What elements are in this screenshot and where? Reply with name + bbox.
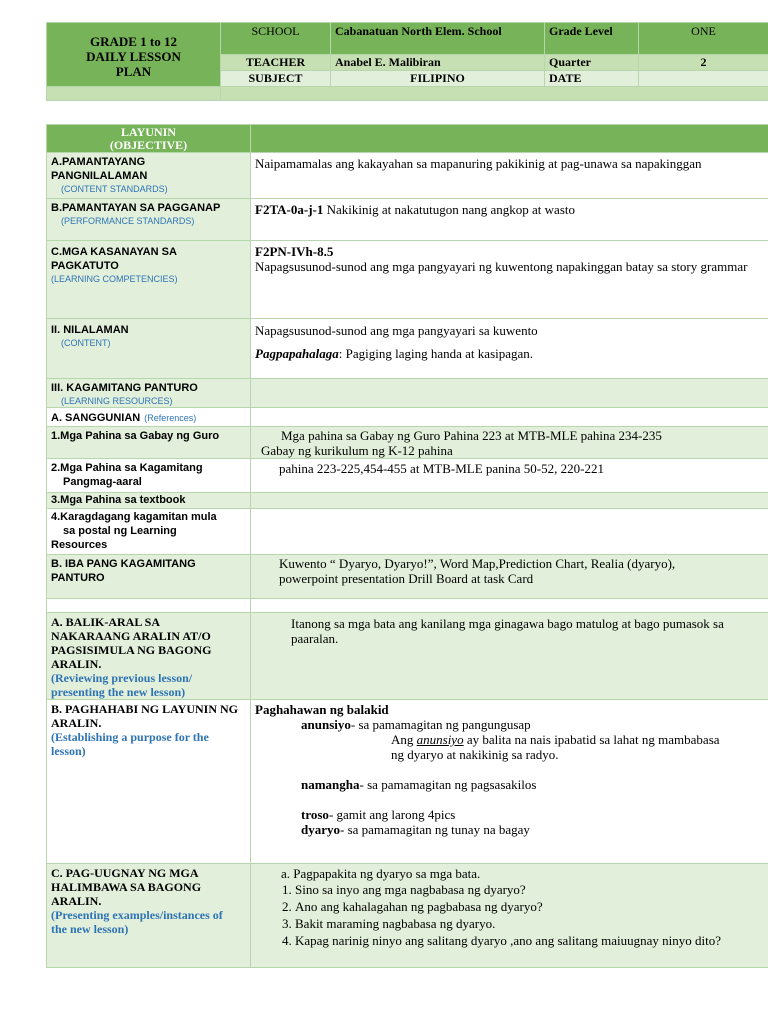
examples-list [255, 881, 764, 949]
vocab-example-word: anunsiyo [416, 732, 464, 747]
vocab-word-4-line [255, 822, 764, 837]
resources-sub: (LEARNING RESOURCES) [61, 396, 173, 406]
lesson-plan-table [46, 124, 768, 968]
vocab-example-pre: Ang [391, 732, 417, 747]
content-standards-label: A.PAMANTAYANG PANGNILALAMAN [51, 156, 148, 182]
content-standards-label-cell [47, 153, 251, 199]
header-table [46, 22, 768, 101]
other-materials-value-1: Kuwento “ Dyaryo, Dyaryo!”, Word Map,Prediction Chart, Realia (dyaryo), [279, 556, 676, 571]
examples-label: C. PAG-UUGNAY NG MGA HALIMBAWA SA BAGONG ARALIN. [51, 866, 202, 908]
competencies-label: C.MGA KASANAYAN SA PAGKATUTO [51, 246, 177, 272]
content-standards-sub: (CONTENT STANDARDS) [61, 184, 168, 194]
competencies-label-cell [47, 241, 251, 319]
examples-sub: (Presenting examples/instances of the new lesson) [51, 908, 223, 936]
objective-heading-blank [251, 125, 768, 153]
examples-item: 4. Kapag narinig ninyo ang salitang dyaryo ,ano ang salitang maiuugnay ninyo dito? [295, 932, 764, 949]
other-materials-value-2: powerpoint presentation Drill Board at task Card [279, 571, 534, 586]
title-line-3: PLAN [115, 64, 152, 79]
resources-label: III. KAGAMITANG PANTURO [51, 382, 198, 394]
additional-materials-label-2: sa postal ng Learning [63, 525, 177, 537]
vocab-word-4-def: - sa pamamagitan ng tunay na bagay [340, 822, 530, 837]
competencies-code: F2PN-IVh-8.5 [255, 244, 334, 259]
vocab-word-1-def: - sa pamamagitan ng pangungusap [350, 717, 531, 732]
title-line-2: DAILY LESSON [86, 49, 181, 64]
resources-label-cell [47, 379, 251, 408]
title-line-1: GRADE 1 to 12 [89, 34, 178, 49]
layunin-text: LAYUNIN [121, 125, 176, 139]
performance-standards-value [251, 199, 768, 241]
vocab-word-1-example [255, 732, 764, 762]
quarter-label: Quarter [545, 55, 639, 71]
other-materials-label-2: PANTURO [51, 572, 105, 584]
vocab-word-1-line [255, 717, 764, 732]
vocab-word-1: anunsiyo [301, 717, 351, 732]
competencies-value: Napagsusunod-sunod ang mga pangyayari ng kuwentong napakinggan batay sa story grammar [255, 259, 748, 274]
school-label: SCHOOL [221, 23, 331, 55]
date-label: DATE [545, 71, 639, 87]
learner-pages-label-cell [47, 459, 251, 493]
learner-pages-label-2: Pangmag-aaral [63, 476, 142, 488]
content-standards-value: Naipamamalas ang kakayahan sa mapanuring pakikinig at pag-unawa sa napakinggan [251, 153, 768, 199]
other-materials-value-cell [251, 555, 768, 599]
references-label: A. SANGGUNIAN [51, 412, 141, 424]
examples-item: 1. Sino sa inyo ang mga nagbabasa ng dyaryo? [295, 881, 764, 898]
performance-standards-code: F2TA-0a-j-1 [255, 202, 324, 217]
spacer-left [47, 599, 251, 613]
learner-pages-label-1: 2.Mga Pahina sa Kagamitang [51, 462, 203, 474]
review-label: A. BALIK-ARAL SA NAKARAANG ARALIN AT/O PAGSISIMULA NG BAGONG ARALIN. [51, 615, 212, 671]
header-spacer-left [47, 87, 221, 101]
review-label-cell [47, 613, 251, 700]
subject-value: FILIPINO [331, 71, 545, 87]
additional-materials-label-1: 4.Karagdagang kagamitan mula [51, 511, 217, 523]
purpose-sub: (Establishing a purpose for the lesson) [51, 730, 209, 758]
review-value: Itanong sa mga bata ang kanilang mga ginagawa bago matulog at bago pumasok sa paaralan. [251, 613, 768, 700]
values-value: : Pagiging laging handa at kasipagan. [338, 346, 534, 361]
quarter-value: 2 [639, 55, 768, 71]
review-sub: (Reviewing previous lesson/ presenting the new lesson) [51, 671, 193, 699]
competencies-value-cell [251, 241, 768, 319]
guide-pages-value-2: Gabay ng kurikulum ng K-12 pahina [261, 443, 453, 458]
resources-blank [251, 379, 768, 408]
additional-materials-label-3: Resources [51, 539, 108, 551]
spacer-right [251, 599, 768, 613]
examples-intro: a. Pagpapakita ng dyaryo sa mga bata. [281, 866, 481, 881]
other-materials-label-cell [47, 555, 251, 599]
content-label: II. NILALAMAN [51, 324, 129, 336]
examples-label-cell [47, 864, 251, 968]
additional-materials-label-cell [47, 509, 251, 555]
vocab-word-3-def: - gamit ang larong 4pics [328, 807, 456, 822]
purpose-label: B. PAGHAHABI NG LAYUNIN NG ARALIN. [51, 702, 239, 730]
guide-pages-label: 1.Mga Pahina sa Gabay ng Guro [47, 427, 251, 459]
performance-standards-label-cell [47, 199, 251, 241]
purpose-value-cell [251, 700, 768, 864]
performance-standards-label: B.PAMANTAYAN SA PAGGANAP [51, 202, 221, 214]
content-label-cell [47, 319, 251, 379]
references-label-cell [47, 408, 251, 427]
additional-materials-blank [251, 509, 768, 555]
content-value-cell [251, 319, 768, 379]
vocab-example-post: ay balita na nais ipabatid sa lahat ng mambabasa ng dyaryo at nakikinig sa radyo. [391, 732, 720, 762]
guide-pages-value-cell [251, 427, 768, 459]
content-value: Napagsusunod-sunod ang mga pangyayari sa kuwento [255, 323, 538, 338]
vocab-word-3: troso [301, 807, 329, 822]
vocab-word-2-line [255, 777, 764, 792]
textbook-pages-label: 3.Mga Pahina sa textbook [47, 493, 251, 509]
lesson-plan-title [47, 23, 221, 87]
vocab-word-2-def: - sa pamamagitan ng pagsasakilos [359, 777, 537, 792]
purpose-label-cell [47, 700, 251, 864]
grade-level-label: Grade Level [545, 23, 639, 55]
learner-pages-value: pahina 223-225,454-455 at MTB-MLE panina 50-52, 220-221 [251, 459, 768, 493]
objective-text: (OBJECTIVE) [109, 138, 188, 152]
header-spacer-right [221, 87, 768, 101]
teacher-value: Anabel E. Malibiran [331, 55, 545, 71]
references-sub: (References) [144, 413, 197, 423]
examples-value-cell [251, 864, 768, 968]
purpose-heading: Paghahawan ng balakid [255, 702, 389, 717]
examples-item: 2. Ano ang kahalagahan ng pagbabasa ng dyaryo? [295, 898, 764, 915]
content-sub: (CONTENT) [61, 338, 111, 348]
guide-pages-value-1: Mga pahina sa Gabay ng Guro Pahina 223 at MTB-MLE pahina 234-235 [281, 428, 662, 443]
date-value [639, 71, 768, 87]
examples-item: 3. Bakit maraming nagbabasa ng dyaryo. [295, 915, 764, 932]
subject-label: SUBJECT [221, 71, 331, 87]
other-materials-label-1: B. IBA PANG KAGAMITANG [51, 558, 196, 570]
vocab-word-3-line [255, 807, 764, 822]
performance-standards-text: Nakikinig at nakatutugon nang angkop at wasto [323, 202, 575, 217]
performance-standards-sub: (PERFORMANCE STANDARDS) [61, 216, 195, 226]
values-line [255, 346, 764, 361]
values-label: Pagpapahalaga [255, 346, 339, 361]
vocab-word-4: dyaryo [301, 822, 340, 837]
grade-level-value: ONE [639, 23, 768, 55]
school-value: Cabanatuan North Elem. School [331, 23, 545, 55]
competencies-sub: (LEARNING COMPETENCIES) [51, 274, 178, 284]
vocab-word-2: namangha [301, 777, 360, 792]
teacher-label: TEACHER [221, 55, 331, 71]
textbook-pages-blank [251, 493, 768, 509]
references-blank [251, 408, 768, 427]
objective-heading [47, 125, 251, 153]
